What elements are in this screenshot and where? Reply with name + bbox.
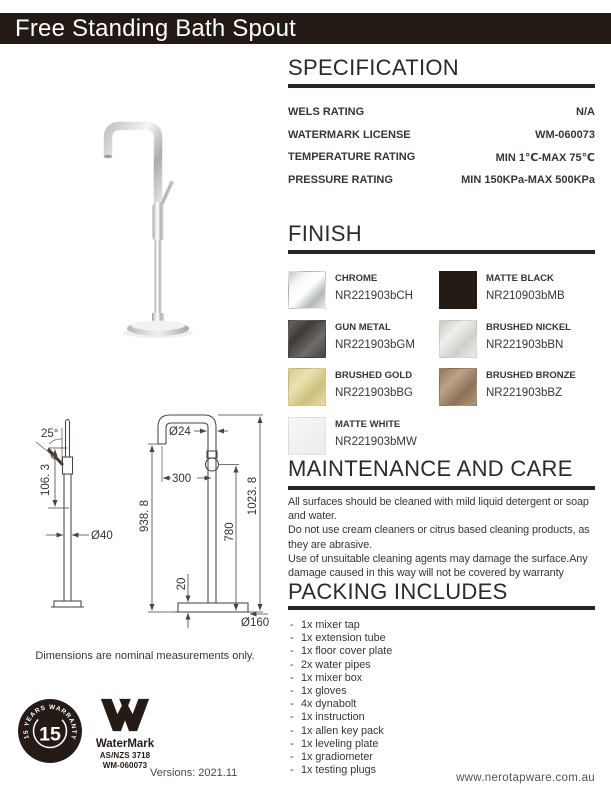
watermark-standard: AS/NZS 3718 <box>99 751 151 760</box>
finish-swatch <box>439 320 477 358</box>
packing-bullet: - <box>290 737 294 750</box>
finish-option-text <box>335 368 413 417</box>
finish-code: NR221903bBN <box>486 338 564 351</box>
version-text: Versions: 2021.11 <box>150 767 238 779</box>
packing-item <box>290 659 595 672</box>
dim-angle: 25° <box>41 428 59 440</box>
packing-item <box>290 725 595 738</box>
dim-spout-diameter: Ø24 <box>169 426 191 438</box>
packing-item <box>290 645 595 658</box>
warranty-years: 15 <box>39 723 61 746</box>
finish-swatch <box>288 417 326 455</box>
packing-item-label: 1x instruction <box>301 711 365 724</box>
packing-bullet: - <box>290 685 294 698</box>
packing-item-label: 1x extension tube <box>301 632 386 645</box>
dim-base-height: 20 <box>176 577 188 591</box>
finish-swatch <box>439 368 477 406</box>
side-view <box>36 420 113 608</box>
finish-option-text <box>486 368 576 417</box>
spec-label: WELS RATING <box>288 106 365 119</box>
packing-bullet: - <box>290 764 294 777</box>
spec-value: WM-060073 <box>535 128 595 141</box>
finish-name: GUN METAL <box>335 321 391 333</box>
packing-item-label: 1x allen key pack <box>301 724 384 737</box>
photo-base-top <box>131 321 185 331</box>
packing-bullet: - <box>290 698 294 711</box>
spec-row <box>288 169 595 192</box>
finish-swatch <box>288 368 326 406</box>
finish-rule <box>288 250 595 254</box>
spec-row <box>288 146 595 169</box>
dimensions-note: Dimensions are nominal measurements only. <box>35 650 255 662</box>
maintenance-line: damage caused in this way will not be covered by warranty <box>288 567 564 580</box>
maintenance-heading: MAINTENANCE AND CARE <box>288 456 573 481</box>
maintenance-line: Do not use cream cleaners or citrus based cleaning products, as <box>288 524 590 537</box>
spec-label: PRESSURE RATING <box>288 174 393 187</box>
specification-heading: SPECIFICATION <box>288 55 459 80</box>
packing-bullet: - <box>290 645 294 658</box>
packing-item-label: 1x testing plugs <box>301 764 377 777</box>
finish-code: NR221903bBZ <box>486 387 563 399</box>
finish-options <box>288 271 595 465</box>
packing-item <box>290 619 595 632</box>
watermark-license: WM-060073 <box>102 761 148 770</box>
dim-handle-height-front: 780 <box>224 522 236 542</box>
watermark-name: WaterMark <box>95 738 155 750</box>
spec-value: MIN 150KPa-MAX 500KPa <box>461 174 595 187</box>
spec-row <box>288 101 595 124</box>
finish-name: CHROME <box>335 273 378 284</box>
packing-item <box>290 672 595 685</box>
packing-item-label: 1x gloves <box>301 685 347 698</box>
photo-spout-tube <box>108 126 158 206</box>
spec-value: MIN 1℃-MAX 75℃ <box>495 151 595 164</box>
photo-mixer-body <box>153 202 164 242</box>
website-link[interactable]: www.nerotapware.com.au <box>456 772 595 784</box>
finish-name: MATTE BLACK <box>486 273 554 284</box>
packing-item-label: 1x mixer tap <box>301 619 360 631</box>
dim-overall-height: 1023. 8 <box>247 476 259 516</box>
packing-heading: PACKING INCLUDES <box>288 579 508 604</box>
front-view <box>139 415 269 629</box>
finish-heading: FINISH <box>288 221 362 246</box>
warranty-badge <box>17 698 83 764</box>
dim-spout-height: 938. 8 <box>139 500 151 532</box>
finish-code: NR210903bMB <box>486 290 565 302</box>
packing-bullet: - <box>290 671 294 684</box>
dim-pipe-diameter: Ø40 <box>91 530 113 542</box>
maintenance-line: they are abrasive. <box>288 538 373 551</box>
maintenance-line: and water. <box>288 510 337 523</box>
finish-option-text <box>335 320 415 369</box>
finish-code: NR221903bCH <box>335 290 413 302</box>
packing-bullet: - <box>290 751 294 764</box>
watermark-w-glyph <box>101 699 149 731</box>
finish-swatch <box>439 271 477 309</box>
spec-label: TEMPERATURE RATING <box>288 151 416 164</box>
photo-handle-knob <box>169 181 174 186</box>
finish-code: NR221903bMW <box>335 435 417 448</box>
finish-option-text <box>486 320 571 369</box>
watermark-logo-icon <box>99 698 151 732</box>
packing-item <box>290 738 595 751</box>
packing-item-label: 4x dynabolt <box>301 698 357 711</box>
spec-label: WATERMARK LICENSE <box>288 128 411 141</box>
finish-name: BRUSHED BRONZE <box>486 370 576 381</box>
finish-option <box>439 368 595 417</box>
finish-code: NR221903bBG <box>335 387 413 399</box>
packing-bullet: - <box>290 619 294 631</box>
finish-name: BRUSHED NICKEL <box>486 321 571 333</box>
photo-riser-pipe <box>155 240 162 318</box>
packing-list <box>290 619 595 777</box>
product-photo <box>92 110 218 346</box>
packing-item-label: 1x gradiometer <box>301 751 374 764</box>
finish-code: NR221903bGM <box>335 338 415 351</box>
specification-table <box>288 101 595 191</box>
finish-option <box>288 271 439 320</box>
finish-option-text <box>486 271 565 320</box>
packing-item-label: 1x leveling plate <box>301 737 379 750</box>
photo-spout-outlet <box>104 155 112 159</box>
technical-drawing <box>22 402 274 648</box>
packing-item <box>290 751 595 764</box>
finish-swatch <box>288 271 326 309</box>
finish-option <box>439 320 595 369</box>
warranty-ring-text: 15 YEARS WARRANTY <box>22 703 78 741</box>
finish-name: MATTE WHITE <box>335 418 401 430</box>
finish-name: BRUSHED GOLD <box>335 370 413 381</box>
maintenance-line: Use of unsuitable cleaning agents may damage the surface.Any <box>288 552 588 565</box>
spec-row <box>288 124 595 147</box>
page-title: Free Standing Bath Spout <box>15 15 296 42</box>
packing-item <box>290 685 595 698</box>
packing-item <box>290 698 595 711</box>
info-column <box>288 0 595 795</box>
specification-rule <box>288 84 595 88</box>
finish-option-text <box>335 271 413 320</box>
finish-option <box>288 320 439 369</box>
spec-value: N/A <box>576 106 595 119</box>
packing-bullet: - <box>290 724 294 737</box>
packing-item-label: 1x floor cover plate <box>301 645 393 658</box>
packing-bullet: - <box>290 632 294 645</box>
maintenance-rule <box>288 486 595 490</box>
maintenance-line: All surfaces should be cleaned with mild liquid detergent or soap <box>288 496 589 508</box>
dim-handle-height: 106. 3 <box>40 464 52 496</box>
finish-option <box>288 368 439 417</box>
packing-item-label: 1x mixer box <box>301 671 363 684</box>
packing-bullet: - <box>290 711 294 724</box>
dim-base-diameter: Ø160 <box>241 617 270 629</box>
packing-rule <box>288 606 595 610</box>
dim-spout-reach: 300 <box>172 473 192 485</box>
packing-item-label: 2x water pipes <box>301 658 371 671</box>
maintenance-text <box>288 495 600 580</box>
finish-swatch <box>288 320 326 358</box>
finish-option <box>439 271 595 320</box>
packing-bullet: - <box>290 658 294 671</box>
packing-item <box>290 711 595 724</box>
photo-handle-lever <box>161 184 171 206</box>
packing-item <box>290 632 595 645</box>
watermark-logo-block <box>86 698 164 770</box>
